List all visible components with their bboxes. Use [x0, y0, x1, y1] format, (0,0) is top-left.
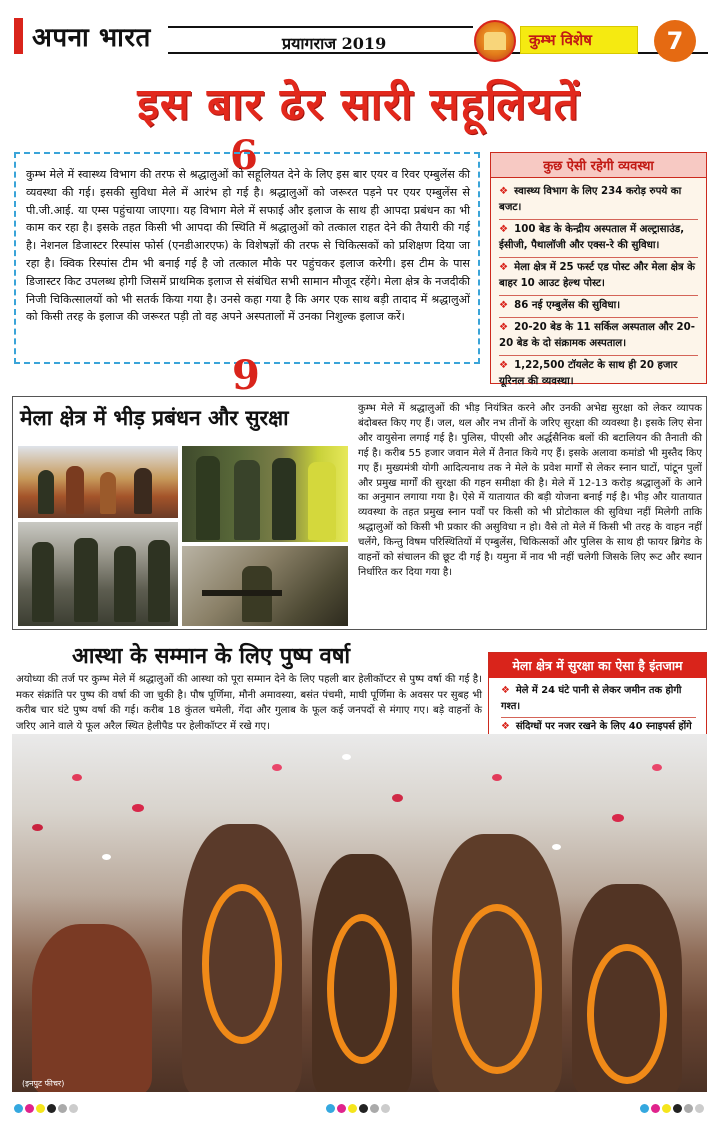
- flower-shower-title: आस्था के सम्मान के लिए पुष्प वर्षा: [72, 643, 351, 669]
- arrangements-list: [491, 178, 706, 393]
- list-item: ❖ 86 नई एम्बुलेंस की सुविधा।: [499, 296, 698, 318]
- list-item: ❖ 20-20 बेड के 11 सर्किल अस्पताल और 20-20 बेड के दो संक्रामक अस्पताल।: [499, 318, 698, 356]
- intro-article: [14, 152, 480, 364]
- list-item: ❖ स्वास्थ्य विभाग के लिए 234 करोड़ रुपये का बजट।: [499, 182, 698, 220]
- bullet-icon: ❖: [499, 186, 509, 197]
- bullet-icon: ❖: [501, 685, 510, 696]
- list-item: ❖ संदिग्धों पर नजर रखने के लिए 40 स्नाइपर्स होंगे: [501, 718, 696, 754]
- photo-credit: (इनपुट फीचर): [22, 1079, 65, 1088]
- bullet-icon: ❖: [499, 360, 509, 371]
- printer-marks-left: [14, 1104, 78, 1114]
- crowd-section-title: मेला क्षेत्र में भीड़ प्रबंधन और सुरक्षा: [20, 405, 289, 430]
- bullet-icon: ❖: [499, 322, 509, 333]
- crowd-article-text: कुम्भ मेले में श्रद्धालुओं की भीड़ नियंत्रित करने और उनकी अभेद्य सुरक्षा को लेकर व्यापक बंदोबस्त किए गए हैं। जल, थल और नभ तीनों के जरिए सुरक्षा की व्यवस्था है। इसके लिए सेना और वायुसेना लगाई गई है। पुलिस, पीएसी और अर्द्धसैनिक बलों की बटालियन की तैनाती की गई है। करीब 55 हजार जवान मेले में तैनात किये गए हैं। इसके अलावा कमांडो भी मुस्तैद किए गए हैं। मुख्यमंत्री योगी आदित्यनाथ तक ने मेले के प्रवेश मार्गों से लेकर स्नान घाटों, पांटून पुलों और प्रमुख मार्गों की सुरक्षा की गहन समीक्षा की है। मेले में 12-13 करोड़ श्रद्धालुओं के आने का अनुमान लगाया गया है। ऐसे में यातायात की बड़ी योजना बनाई गई है। भीड़ और यातायात व्यवस्था के तहत प्रमुख स्नान पर्वों पर किसी को भी प्रोटोकाल की सुविधा नहीं मिलेगी ताकि श्रद्धालुओं को किसी भी प्रकार की असुविधा न हो। वैसे तो मेले में किसी भी तरह के वाहन नहीं चलेंगे, किन्तु विषम परिस्थितियों में एम्बुलेंस, चिकित्सकों और पुलिस के साथ ही फायर ब्रिगेड के वाहनों को संचालन की छूट दी गई है। यमुना में नाव भी नहीं चलेगी जिसके लिए रूट और स्थान निर्धारित कर दिया गया है।: [358, 403, 702, 578]
- arrangements-box: [490, 152, 707, 387]
- logo-temple-shape: [484, 32, 506, 50]
- arrangements-title: कुछ ऐसी रहेगी व्यवस्था: [491, 153, 706, 178]
- sadhus-flower-shower-photo: [12, 734, 707, 1092]
- quote-close-mark: 9: [232, 352, 260, 399]
- intro-text: कुम्भ मेले में स्वास्थ्य विभाग की तरफ से श्रद्धालुओं को सहूलियत देने के लिए इस बार एयर व रिवर एम्बुलेंस की व्यवस्था की गई। इसकी सुविधा मेले में आरंभ हो गई है। श्रद्धालुओं को जरूरत पड़ने पर एयर एम्बुलेंस से पी.जी.आई. या एम्स पहुंचाया जाएगा। यह विभाग मेले में सफाई और इलाज के साथ ही आपदा प्रबंधन का भी काम कर रहा है। इसके तहत किसी भी आपदा की स्थिति में श्रद्धालुओं को तत्काल राहत देने की तैयारी की गई है। नेशनल डिजास्टर रिस्पांस फोर्स (एनडीआरएफ) के विशेषज्ञों की तरफ से चिकित्सकों को प्रशिक्षण दिया जा रहा है। क्विक रिस्पांस टीम भी बनाई गई है जो तत्काल मौके पर पहुंचकर इलाज करेगी। इस टीम के पास डिजास्टर किट उपलब्ध होगी जिसमें प्राथमिक इलाज से संबंधित सभी सामान मौजूद रहेंगे। मेला क्षेत्र के नजदीकी निजी चिकित्सालयों को भी सतर्क किया गया है। उनसे कहा गया है कि अगर एक साथ बड़ी तादाद में श्रद्धालुओं को किसी तरह के इलाज की जरूरत पड़ी तो वह अपने अस्पतालों में उनका निशुल्क इलाज करें।: [26, 168, 470, 324]
- security-photo-2: [182, 446, 348, 542]
- masthead-red-bar: [14, 18, 23, 54]
- printer-marks-center: [326, 1104, 390, 1114]
- list-item: ❖ 1,22,500 टॉयलेट के साथ ही 20 हजार यूरिनल की व्यवस्था।: [499, 360, 678, 387]
- list-item: ❖ मेले में 24 घंटे पानी से लेकर जमीन तक होगी गश्त।: [501, 682, 696, 718]
- page-headline: इस बार ढेर सारी सहूलियतें: [137, 79, 580, 130]
- quote-open-mark: 6: [230, 132, 258, 179]
- kumbh-logo: [474, 20, 516, 62]
- city-year-label: प्रयागराज 2019: [282, 34, 387, 53]
- bullet-icon: ❖: [499, 262, 509, 273]
- printer-marks-right: [640, 1104, 704, 1114]
- list-item: ❖ मेला क्षेत्र में 25 फर्स्ट एड पोस्ट और मेला क्षेत्र के बाहर 10 आउट हेल्थ पोस्ट।: [499, 258, 698, 296]
- header-rule-top: [168, 26, 473, 28]
- security-photo-4: [182, 546, 348, 626]
- security-photo-1: [18, 446, 178, 518]
- masthead-brand: अपना भारत: [32, 23, 151, 53]
- list-item: ❖ 100 बेड के केन्द्रीय अस्पताल में अल्ट्रासाउंड, ईसीजी, पैथालॉजी और एक्स-रे की सुविधा।: [499, 220, 698, 258]
- security-box-title: मेला क्षेत्र में सुरक्षा का ऐसा है इंतजाम: [489, 653, 706, 678]
- flower-shower-text: अयोध्या की तर्ज पर कुम्भ मेले में श्रद्धालुओं की आस्था को पूरा सम्मान देने के लिए पहली बार हेलीकॉप्टर से पुष्प वर्षा की गई है। मकर संक्रांति पर पुष्प की वर्षा की जा चुकी है। पौष पूर्णिमा, मौनी अमावस्या, बसंत पंचमी, माघी पूर्णिमा के अवसर पर सुबह भी करीब चार घंटे पुष्प वर्षा की गई। करीब 18 कुंतल चमेली, गेंदा और गुलाब के फूल कई जनपदों से मंगाए गए। बड़े वाहनों के जरिए आने वाले ये फूल अरैल स्थित हेलीपैड पर हेलीकॉप्टर में रखे गए।: [16, 674, 482, 732]
- page-number: 7: [654, 20, 696, 62]
- security-photo-3: [18, 522, 178, 626]
- bullet-icon: ❖: [499, 300, 509, 311]
- bullet-icon: ❖: [501, 721, 510, 732]
- bullet-icon: ❖: [499, 224, 509, 235]
- section-label: कुम्भ विशेष: [520, 26, 638, 54]
